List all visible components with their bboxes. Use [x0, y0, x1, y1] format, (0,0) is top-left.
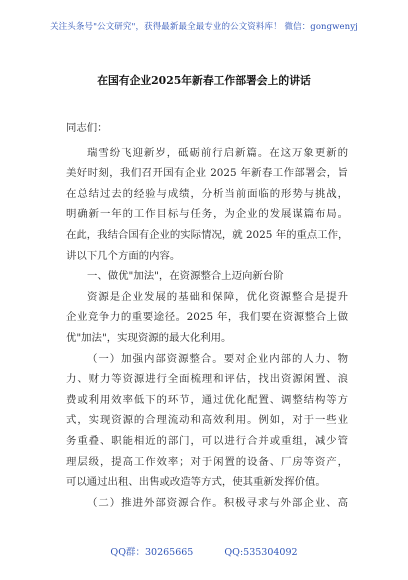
text-line: （二）推进外部资源合作。积极寻求与外部企业、高 — [87, 496, 348, 509]
footer-qq: QQ:535304092 — [224, 547, 298, 558]
text-line: 在此，我结合国有企业的实际情况，就 2025 年的重点工作， — [66, 228, 348, 241]
text-line: 资源是企业发展的基础和保障，优化资源整合是提升 — [87, 290, 348, 303]
text-line: 务重叠、职能相近的部门，可以进行合并或重组，减少管 — [66, 434, 348, 447]
text-line: （一）加强内部资源整合。要对企业内部的人力、物 — [87, 352, 348, 365]
footer-qq-group: QQ群：30265665 — [110, 547, 194, 558]
text-line: 优"加法"，实现资源的最大化利用。 — [66, 331, 232, 344]
salutation: 同志们： — [66, 122, 108, 134]
text-line: 理层级，提高工作效率；对于闲置的设备、厂房等资产， — [66, 455, 348, 468]
text-line: 瑞雪纷飞迎新岁，砥砺前行启新篇。在这万象更新的 — [87, 146, 348, 159]
text-line: 美好时刻，我们召开国有企业 2025 年新春工作部署会，旨 — [66, 167, 348, 180]
text-line: 讲以下几个方面的内容。 — [66, 249, 181, 262]
document-title: 在国有企业2025年新春工作部署会上的讲话 — [97, 74, 311, 87]
text-line: 力、财力等资源进行全面梳理和评估，找出资源闲置、浪 — [66, 373, 348, 386]
text-line: 一、做优"加法"，在资源整合上迈向新台阶 — [87, 270, 284, 283]
paragraph-lines — [66, 143, 348, 514]
text-line: 在总结过去的经验与成绩，分析当前面临的形势与挑战， — [66, 187, 348, 200]
text-line: 可以通过出租、出售或改造等方式，使其重新发挥价值。 — [66, 476, 326, 489]
text-line: 式，实现资源的合理流动和高效利用。例如，对于一些业 — [66, 414, 348, 427]
text-line: 费或利用效率低下的环节，通过优化配置、调整结构等方 — [66, 393, 348, 406]
text-line: 企业竞争力的重要途径。2025 年，我们要在资源整合上做 — [66, 311, 348, 324]
top-banner[interactable]: 关注头条号"公文研究"，获得最新最全最专业的公文资料库！ 微信：gongwenyj — [50, 22, 358, 32]
document-body — [66, 118, 348, 513]
footer — [0, 544, 408, 558]
text-line: 明确新一年的工作目标与任务，为企业的发展谋篇布局。 — [66, 208, 348, 221]
